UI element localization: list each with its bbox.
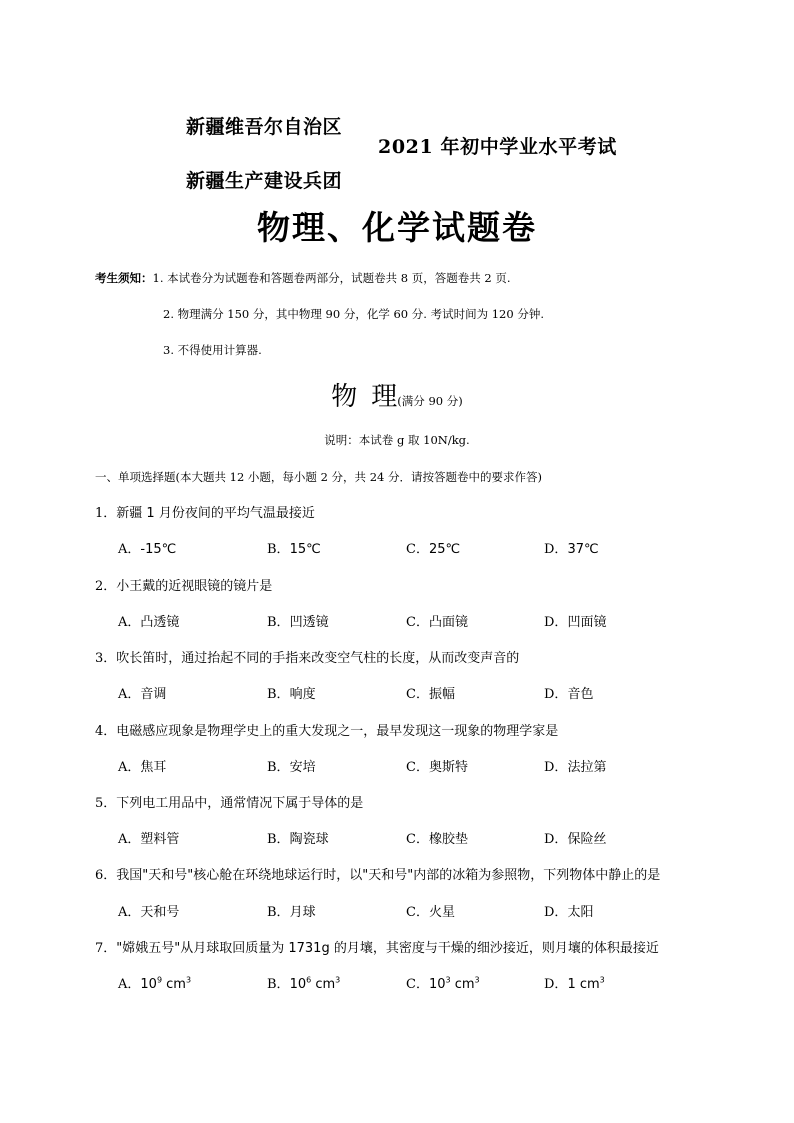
option-a: A．天和号 — [118, 905, 180, 920]
region-name-line2: 新疆生产建设兵团 — [186, 170, 343, 192]
option-d: D．37℃ — [544, 542, 599, 557]
option-b: B．安培 — [267, 760, 316, 775]
question-4 — [95, 725, 558, 738]
region-name-line2-clipped — [186, 170, 343, 192]
option-d: D．太阳 — [544, 905, 594, 920]
option-a: A．音调 — [118, 687, 167, 702]
section-note: 说明：本试卷 g 取 10N/kg. — [324, 433, 470, 447]
notice-item-3 — [163, 345, 262, 357]
question-stem: 小王戴的近视眼镜的镜片是 — [116, 579, 273, 594]
option-a: A．凸透镜 — [118, 615, 180, 630]
notice-item-text: 2. 物理满分 150 分，其中物理 90 分，化学 60 分. 考试时间为 120 分钟. — [163, 307, 545, 321]
question-1 — [95, 507, 315, 520]
option-d: D．1 $cm^3$ — [544, 975, 605, 992]
question-stem: 吹长笛时，通过抬起不同的手指来改变空气柱的长度，从而改变声音的 — [116, 651, 520, 666]
question-number: 7． — [95, 941, 117, 956]
notice-item-2 — [163, 309, 544, 321]
part-heading: 一、单项选择题(本大题共 12 小题，每小题 2 分，共 24 分．请按答题卷中的要求作答) — [95, 470, 542, 484]
option-c: C．火星 — [406, 905, 455, 920]
section-score: (满分 90 分) — [397, 394, 463, 408]
question-number: 3． — [95, 651, 117, 666]
option-d: D．音色 — [544, 687, 594, 702]
question-number: 6． — [95, 868, 117, 883]
question-3 — [95, 652, 519, 665]
option-c: C．$10^3$ $cm^3$ — [406, 975, 480, 992]
option-b: B．响度 — [267, 687, 316, 702]
notice-item-text: 3. 不得使用计算器. — [163, 343, 262, 357]
question-stem: 电磁感应现象是物理学史上的重大发现之一，最早发现这一现象的物理学家是 — [116, 724, 559, 739]
notice-item-text: 1. 本试卷分为试题卷和答题卷两部分，试题卷共 8 页，答题卷共 2 页. — [152, 271, 511, 285]
question-2 — [95, 580, 272, 593]
option-d: D．法拉第 — [544, 760, 607, 775]
question-stem: 我国"天和号"核心舱在环绕地球运行时，以"天和号"内部的冰箱为参照物，下列物体中静止的是 — [116, 868, 661, 883]
option-a: A．-15℃ — [118, 542, 177, 557]
paper-title: 物理、化学试题卷 — [257, 208, 537, 247]
section-heading — [0, 384, 794, 410]
question-stem: "嫦娥五号"从月球取回质量为 1731g 的月壤，其密度与干燥的细沙接近，则月壤的体积最接近 — [116, 941, 659, 956]
option-b: B．凹透镜 — [267, 615, 329, 630]
option-b: B．陶瓷球 — [267, 832, 329, 847]
question-number: 4． — [95, 724, 117, 739]
question-6 — [95, 869, 660, 882]
option-c: C．奥斯特 — [406, 760, 468, 775]
option-a: A．$10^9$ $cm^3$ — [118, 975, 192, 992]
exam-name: 2021 年初中学业水平考试 — [378, 136, 617, 158]
option-b: B．15℃ — [267, 542, 321, 557]
question-number: 2． — [95, 579, 117, 594]
section-title-char2: 理 — [371, 382, 398, 412]
option-d: D．凹面镜 — [544, 615, 607, 630]
option-b: B．$10^6$ $cm^3$ — [267, 975, 341, 992]
question-stem: 新疆 1 月份夜间的平均气温最接近 — [116, 506, 315, 521]
option-a: A．焦耳 — [118, 760, 167, 775]
notice-label: 考生须知： — [95, 271, 153, 285]
option-c: C．凸面镜 — [406, 615, 468, 630]
option-c: C．25℃ — [406, 542, 461, 557]
question-7 — [95, 942, 659, 955]
notice-item-1 — [95, 273, 511, 285]
question-5 — [95, 797, 363, 810]
region-name-line1: 新疆维吾尔自治区 — [186, 116, 343, 138]
option-d: D．保险丝 — [544, 832, 607, 847]
section-title-char1: 物 — [331, 382, 358, 412]
option-c: C．振幅 — [406, 687, 455, 702]
question-stem: 下列电工用品中，通常情况下属于导体的是 — [116, 796, 364, 811]
option-c: C．橡胶垫 — [406, 832, 468, 847]
option-b: B．月球 — [267, 905, 316, 920]
option-a: A．塑料管 — [118, 832, 180, 847]
question-number: 1． — [95, 506, 117, 521]
question-number: 5． — [95, 796, 117, 811]
